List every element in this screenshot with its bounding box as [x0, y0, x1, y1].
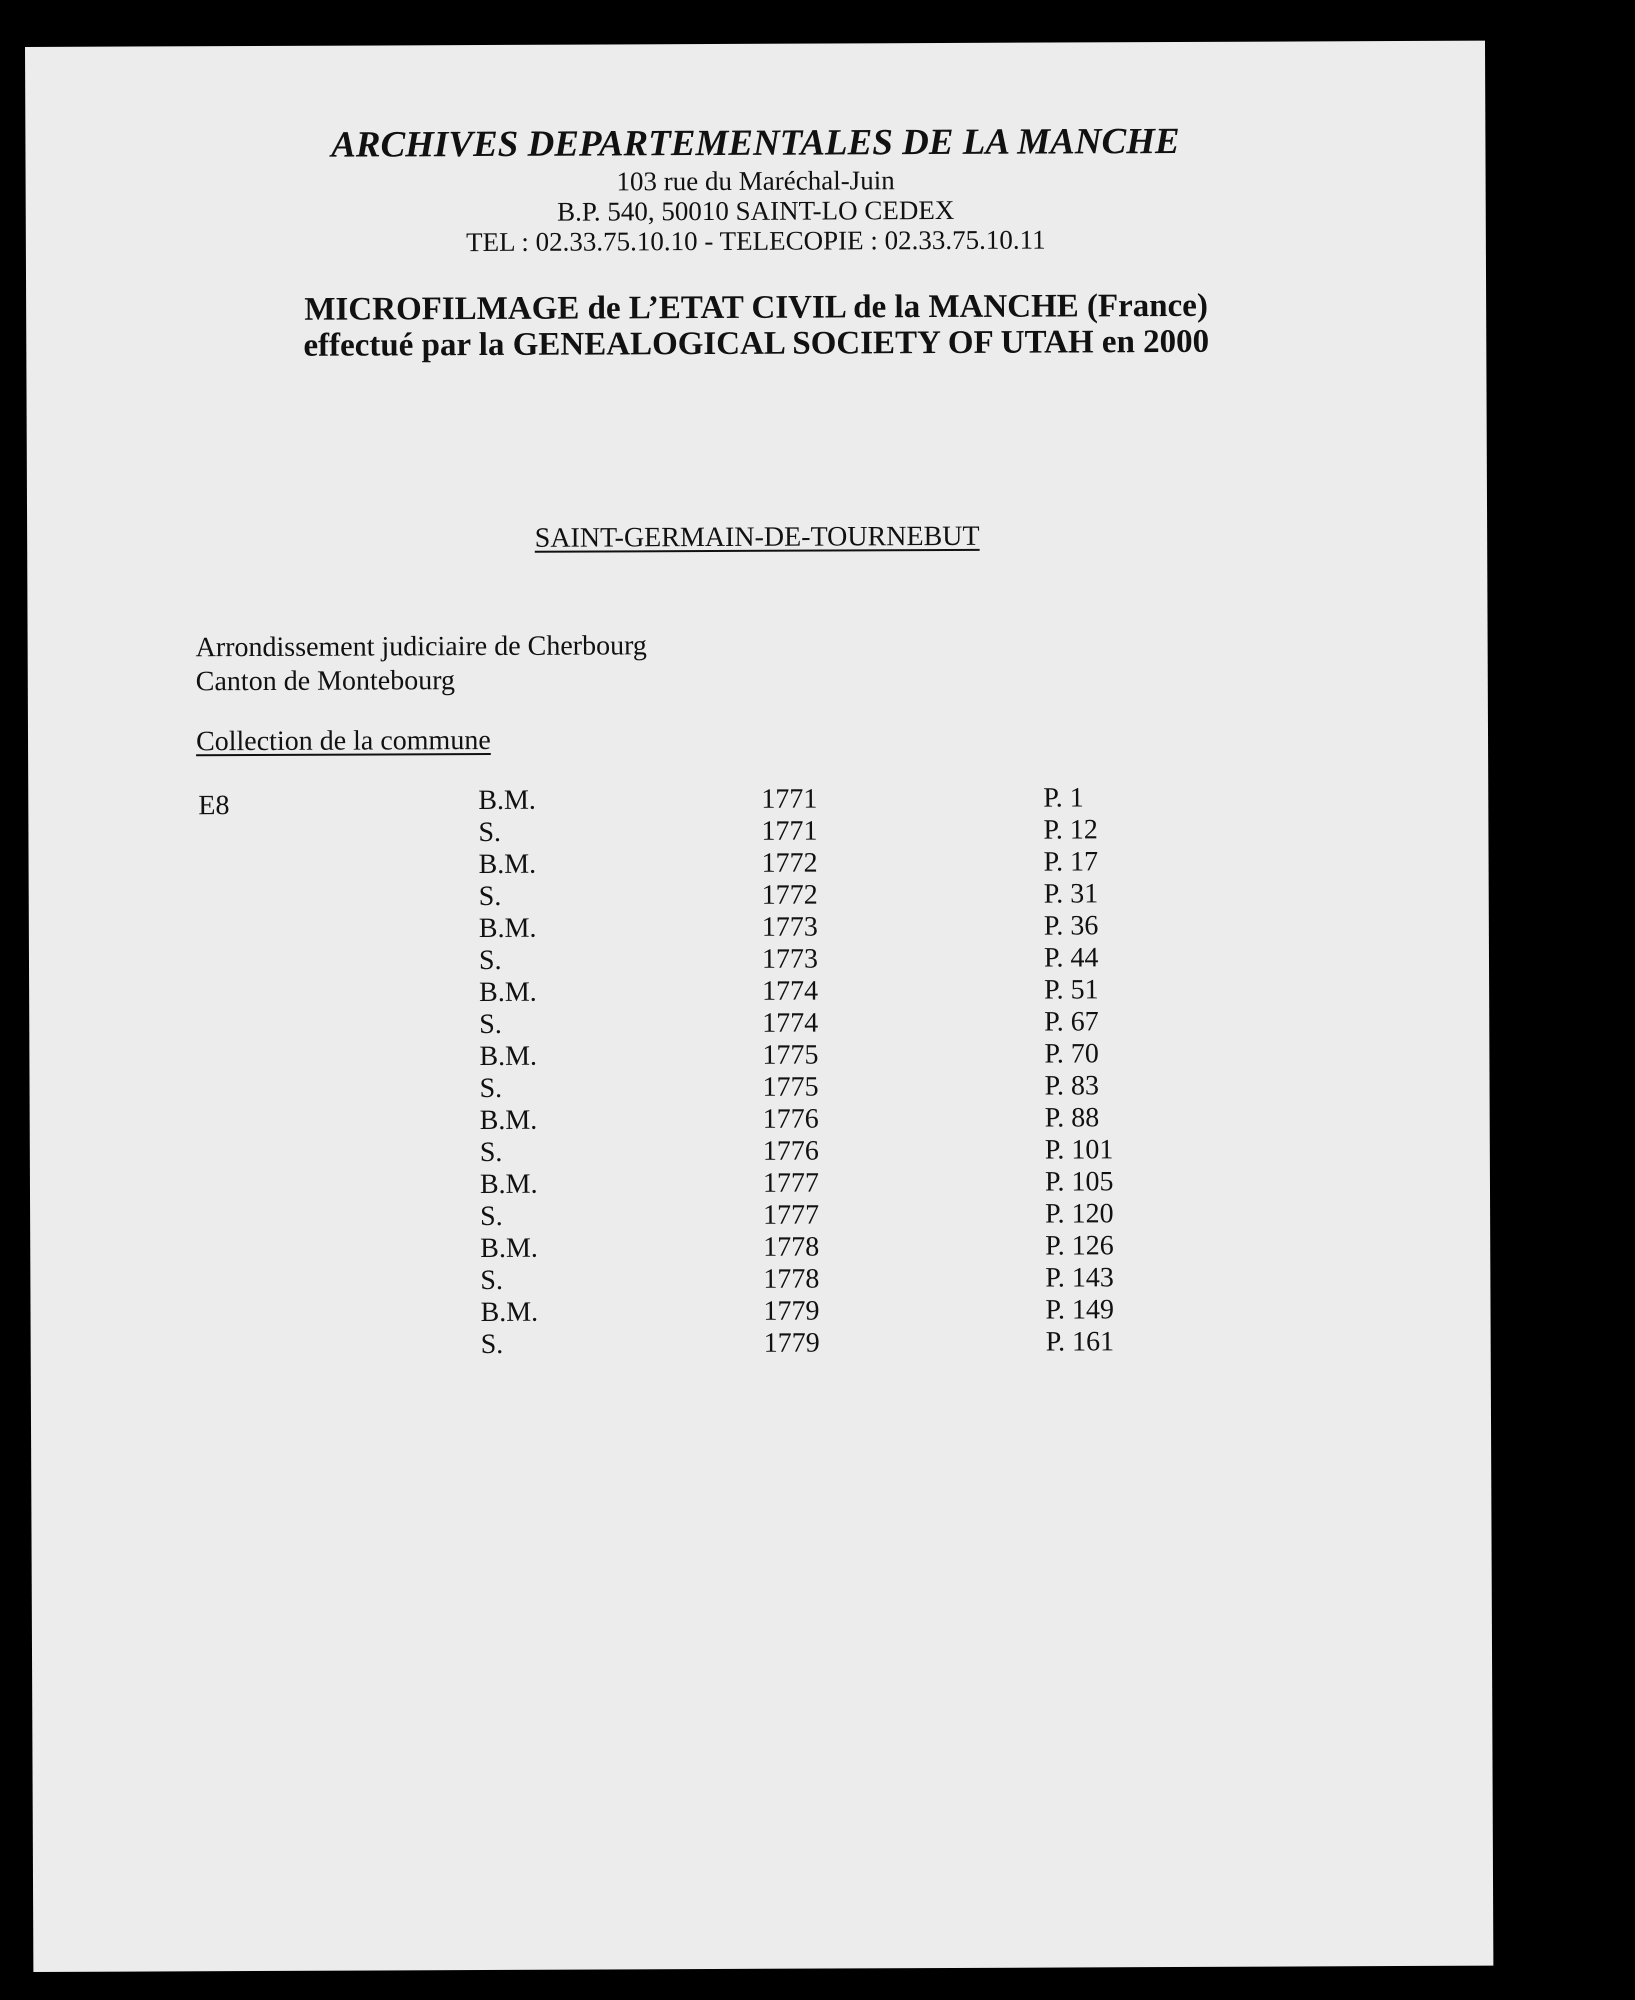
- entry-year: 1774: [762, 1007, 819, 1039]
- entry-year: 1774: [762, 975, 819, 1007]
- microfilm-title-line1: MICROFILMAGE de L’ETAT CIVIL de la MANCHE (France): [304, 287, 1208, 328]
- entry-type: S.: [479, 1072, 503, 1105]
- entry-page: P. 88: [1044, 1102, 1100, 1134]
- register-code: E8: [198, 790, 230, 822]
- address-phone: TEL : 02.33.75.10.10 - TELECOPIE : 02.33.75.10.11: [466, 224, 1046, 258]
- entry-year: 1771: [761, 815, 818, 847]
- entry-type: B.M.: [479, 1040, 538, 1073]
- entry-year: 1778: [763, 1263, 820, 1295]
- table-row: [31, 1325, 1491, 1363]
- entry-page: P. 51: [1044, 974, 1099, 1006]
- entry-year: 1773: [761, 943, 819, 975]
- entry-year: 1778: [763, 1231, 820, 1263]
- entry-page: P. 120: [1045, 1198, 1114, 1230]
- entry-type: B.M.: [478, 848, 537, 881]
- entry-type: S.: [478, 816, 502, 849]
- entry-year: 1777: [763, 1199, 820, 1231]
- entry-type: B.M.: [479, 976, 537, 1009]
- entry-year: 1775: [762, 1039, 819, 1071]
- entry-page: P. 101: [1044, 1134, 1114, 1166]
- arrondissement: Arrondissement judiciaire de Cherbourg: [195, 630, 647, 664]
- document-page: [25, 41, 1493, 1972]
- entry-page: P. 31: [1043, 878, 1099, 910]
- entry-page: P. 36: [1043, 910, 1099, 942]
- entry-year: 1776: [762, 1103, 819, 1135]
- entry-type: S.: [478, 944, 502, 977]
- entry-page: P. 17: [1043, 846, 1099, 878]
- entry-page: P. 161: [1045, 1326, 1115, 1358]
- entry-page: P. 44: [1043, 942, 1099, 974]
- entry-year: 1777: [762, 1167, 820, 1199]
- entry-type: S.: [480, 1328, 504, 1361]
- address-postal: B.P. 540, 50010 SAINT-LO CEDEX: [557, 194, 955, 227]
- entry-page: P. 1: [1043, 782, 1084, 814]
- entry-page: P. 105: [1044, 1166, 1114, 1198]
- entry-type: B.M.: [479, 1168, 538, 1201]
- commune-name: SAINT-GERMAIN-DE-TOURNEBUT: [534, 520, 980, 554]
- entry-page: P. 12: [1043, 814, 1098, 846]
- entry-type: B.M.: [480, 1232, 538, 1265]
- entry-page: P. 67: [1044, 1006, 1099, 1038]
- entry-type: B.M.: [478, 784, 536, 817]
- entry-type: S.: [480, 1264, 504, 1297]
- entry-year: 1773: [761, 911, 818, 943]
- entry-type: S.: [479, 1136, 503, 1169]
- entry-year: 1779: [763, 1327, 820, 1359]
- entry-type: S.: [478, 880, 502, 913]
- entry-type: S.: [480, 1200, 503, 1233]
- canton: Canton de Montebourg: [195, 665, 456, 698]
- entry-year: 1779: [763, 1295, 820, 1327]
- entry-type: B.M.: [479, 1104, 538, 1137]
- institution-title: ARCHIVES DEPARTEMENTALES DE LA MANCHE: [331, 120, 1180, 166]
- entry-type: B.M.: [478, 912, 537, 945]
- collection-heading: Collection de la commune: [195, 724, 491, 758]
- address-street: 103 rue du Maréchal-Juin: [616, 165, 895, 197]
- entry-type: S.: [479, 1008, 502, 1041]
- entry-type: B.M.: [480, 1296, 539, 1329]
- entry-page: P. 149: [1045, 1294, 1115, 1326]
- entry-year: 1775: [762, 1071, 819, 1103]
- entry-year: 1772: [761, 847, 818, 879]
- entry-page: P. 143: [1045, 1262, 1114, 1294]
- microfilm-title-line2: effectué par la GENEALOGICAL SOCIETY OF UTAH en 2000: [303, 323, 1210, 364]
- entry-year: 1772: [761, 879, 818, 911]
- entry-page: P. 83: [1044, 1070, 1100, 1102]
- entry-year: 1771: [761, 783, 818, 815]
- entry-year: 1776: [762, 1135, 819, 1167]
- entry-page: P. 70: [1044, 1038, 1099, 1070]
- entry-page: P. 126: [1045, 1230, 1114, 1262]
